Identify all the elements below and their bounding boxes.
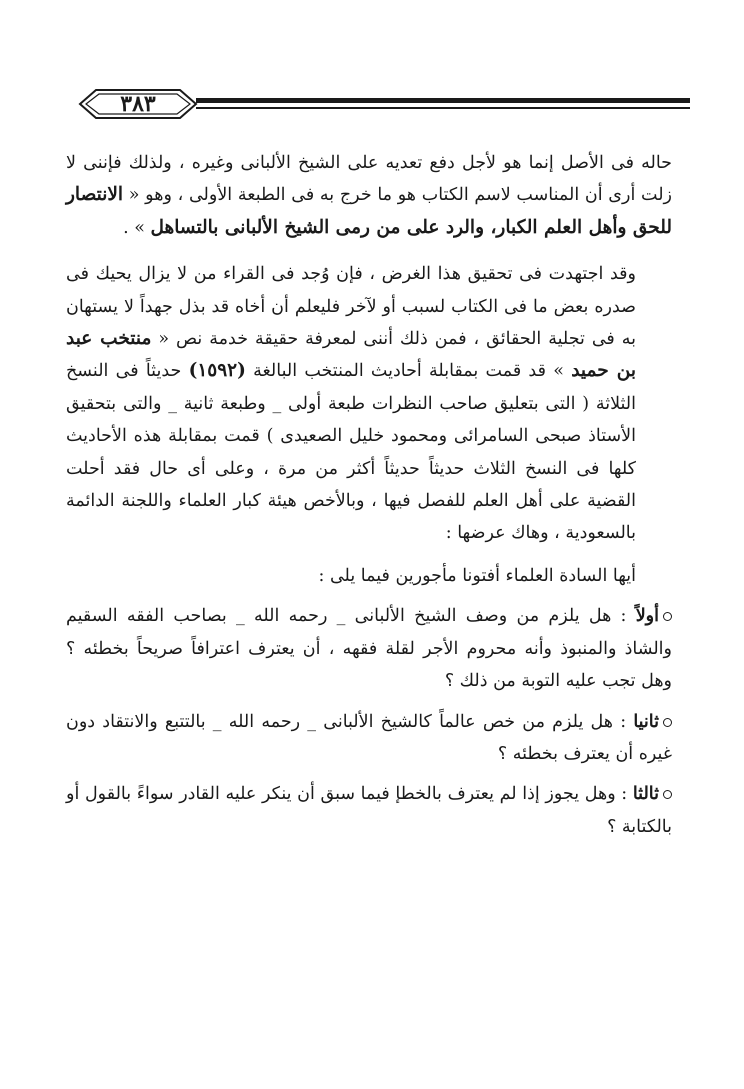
paragraph-address: أيها السادة العلماء أفتونا مأجورين فيما يلى : (318, 565, 636, 586)
effort-rest: حديثاً فى النسخ الثلاثة ( التى بتعليق صاحب النظرات طبعة أولى _ وطبعة ثانية _ والتى بتحقيق الأستاذ صبحى السامرائى ومحمود خليل الصعيدى ) قمت بمقابلة هذه الأحاديث كلها فى النسخ الثلاث حديثاً حديثاً أكثر من مرة ، وعلى أى حال فقد أحلت القضية على أهل العلم للفصل فيها ، وبالأخص هيئة كبار العلماء واللجنة الدائمة بالسعودية ، وهاك عرضها : (66, 361, 636, 544)
page-number: ٣٨٣ (120, 91, 156, 117)
effort-mid: » قد قمت بمقابلة أحاديث المنتخب البالغة (245, 361, 572, 382)
question-third-label: ثالثا (632, 784, 659, 805)
question-third-text: : وهل يجوز إذا لم يعترف بالخطإ فيما سبق أن ينكر عليه القادر سواءً بالقول أو بالكتابة ؟ (66, 784, 672, 837)
question-second-text: : هل يلزم من خص عالماً كالشيخ الألبانى _ رحمه الله _ بالتتبع والانتقاد دون غيره أن يعترف بخطئه ؟ (66, 711, 672, 764)
paragraph-intro (66, 147, 672, 244)
page-body (66, 147, 672, 843)
question-third (66, 778, 672, 843)
circle-bullet-icon (663, 612, 672, 621)
effort-text: وقد اجتهدت فى تحقيق هذا الغرض ، فإن وُجد فى القراء من لا يزال يحيك فى صدره بعض ما فى الكتاب لسبب أو لآخر فليعلم أن أخاه قد بذل جهداً لا يستهان به فى تجلية الحقائق ، فمن ذلك أننى لمعرفة حقيقة خدمة نص « (66, 264, 636, 350)
paragraph-effort (66, 258, 672, 550)
intro-close: » . (123, 217, 151, 238)
muntakhab-title-bold: منتخب عبد بن حميد (66, 328, 636, 382)
circle-bullet-icon (663, 718, 672, 727)
page-header (78, 86, 690, 122)
question-first-text: : هل يلزم من وصف الشيخ الألبانى _ رحمه الله _ بصاحب الفقه السقيم والشاذ والمنبوذ وأنه محروم الأجر لقلة فقهه ، أن يعترف اعترافاً صريحاً بخطئه ؟ وهل تجب عليه التوبة من ذلك ؟ (66, 606, 672, 692)
question-second (66, 706, 672, 771)
question-first-label: أولاً (635, 606, 659, 627)
book-title-bold: الانتصار للحق وأهل العلم الكبار، والرد على من رمى الشيخ الألبانى بالتساهل (66, 184, 672, 238)
hadith-count-bold: (١٥٩٢) (188, 360, 246, 382)
question-second-label: ثانيا (633, 711, 659, 732)
intro-text: حاله فى الأصل إنما هو لأجل دفع تعديه على الشيخ الألبانى وغيره ، ولذلك فإننى لا زلت أرى أن المناسب لاسم الكتاب هو ما خرج به فى الطبعة الأولى ، وهو « (66, 153, 672, 206)
question-first (66, 600, 672, 697)
circle-bullet-icon (663, 790, 672, 799)
